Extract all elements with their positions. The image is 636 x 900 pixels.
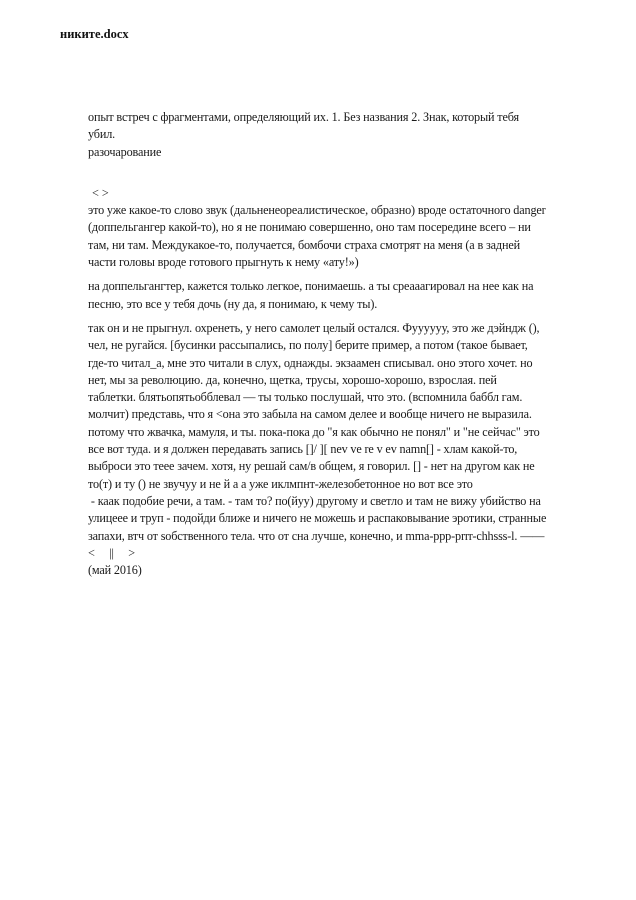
paragraph-2-line: на доппельгангтер, кажется только легкое, понимаешь. а ты среааагировал на нее как на [88, 279, 534, 294]
paragraph-3-line: таблетки. блятьопятьобблевал — ты только послушай, что это. (вспомнила баббл гам. [88, 390, 523, 405]
paragraph-3-line: потому что жвачка, мамуля, и ты. пока-пока до "я как обычно не понял" и "не сейчас" это [88, 424, 540, 439]
paragraph-3-line: чел, не ругайся. [бусинки рассыпались, по полу] берите пример, а потом (такое бывает, [88, 338, 528, 353]
paragraph-2-line: песню, это все у тебя дочь (ну да, я понимаю, к чему ты). [88, 296, 378, 311]
paragraph-3-line: - каак подобие речи, а там. - там то? по(йуу) другому и светло и там не вижу убийство на [88, 493, 541, 508]
paragraph-3-line: запахи, втч от sобственного тела. что от сна лучше, конечно, и mma-ppp-prrr-chhsss-l. —— [88, 528, 545, 543]
intro-line: опыт встреч с фрагментами, определяющий их. 1. Без названия 2. Знак, который тебя [88, 110, 519, 124]
paragraph-3-line: то(т) и ту () не звучуу и не й а а уже иклмпнт-железобетонное но вот все это [88, 476, 473, 491]
paragraph-3-line: улицеее и труп - подойди ближе и ничего не можешь и распаковывание эротики, странные [88, 511, 547, 526]
paragraph-3-line: нет, мы за революцию. да, конечно, щетка, трусы, хорошо-хорошо, взрослая. пей [88, 372, 497, 387]
nav-marks-top: < > [92, 185, 109, 200]
paragraph-3-line: молчит) представь, что я <она это забыла на самом делее и вообще ничего не выразила. [88, 407, 532, 422]
paragraph-1-line: (доппельгангер какой-то), но я не понимаю совершенно, оно там посередине всего – ни [88, 220, 531, 235]
document-filename: никите.docx [60, 27, 129, 41]
date-line: (май 2016) [88, 563, 142, 578]
subtitle: разочарование [88, 144, 162, 159]
paragraph-3-line: так он и не прыгнул. охренеть, у него самолет целый остался. Фуууууу, это же дэйндж (), [88, 320, 540, 335]
paragraph-1-line: это уже какое-то слово звук (дальненеореалистическое, образно) вроде остаточного danger [88, 203, 546, 218]
paragraph-3-line: выброси это теее зачем. хотя, ну решай сам/в общем, я говорил. [] - нет на другом как не [88, 459, 535, 474]
intro-line: убил. [88, 127, 116, 142]
paragraph-3-line: где-то читал_а, мне это читали в слух, однажды. экзаамен списывал. оно этого хочет. но [88, 355, 533, 370]
paragraph-1-line: там, ни там. Междукакое-то, получается, бомбочи страха смотрят на меня (а в задней [88, 237, 520, 252]
document-body [88, 109, 562, 579]
nav-marks-bottom: < || > [88, 545, 135, 560]
paragraph-3-line: все вот туда. и я должен передавать запись []/ ][ nev ve re v ev namn[] - хлам какой-то, [88, 442, 518, 457]
paragraph-1-line: части головы вроде готового прыгнуть к нему «ату!») [88, 255, 359, 270]
